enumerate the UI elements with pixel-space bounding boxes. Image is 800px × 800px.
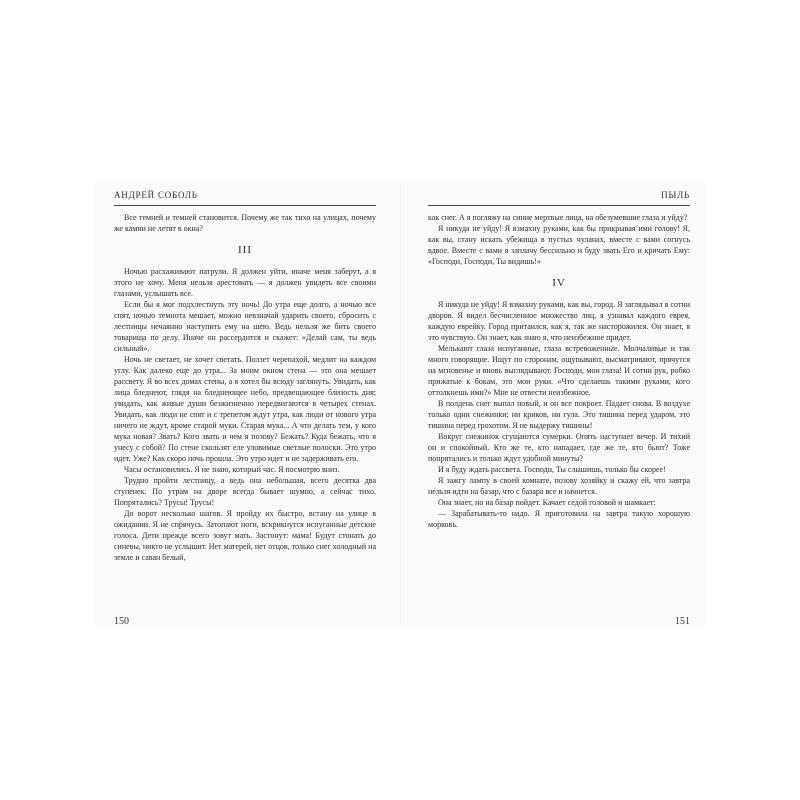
paragraph: Если бы я мог подхлестнуть эту ночь! До утра еще долго, а ночью все спят, ночью темнота мешает, можно невзначай ударить своего, сбросить с лестницы нечаянно наступить ему на шею. Ведь нельзя же бить своего товарища по делу. Иначе он рассердится и скажет: «Делай сам, ты ведь сильный». <box>114 300 376 353</box>
paragraph: Все темней и темней становится. Почему же так тихо на улицах, почему же камни не летят в окна? <box>114 213 376 233</box>
paragraph: Ночь не светает, не хочет светать. Ползет черепахой, медлит на каждом углу. Как далеко еще до утра... За моим окном стена — это она мешает рассвету. Я во всех домах стены, а я хотел бы всюду заглянуть. Увидать, как лица бледнеют, глядя на бледнеющее небо, предвещающее близость дня; увидать, как живые души безжизненно передвигаются в четырех стенах. Увидать, как люди не спят и с трепетом ждут утра, как люди от нового утра ничего не ждут, кроме старой муки. Старая мука... А что делать тем, у кого мука новая? Звать? Кого звать и чем я позову? Бежать? Куда бежать, что я унесу с собой? По стене скользят еле уловимые светлые полоски. Это утро идет. Уже? Как скоро ночь прошла. Это утро идет и не задерживать его. <box>114 355 376 463</box>
page-body <box>428 212 690 530</box>
paragraph: Я никуда не уйду! Я взмахну руками, как бы прикрывая ими голову! Я, как вы, стану искать убежища в пустых чуланах, вместе с вами согнусь вдвое. Вместе с вами я заплачу бессильно и буду звать Его и кричать Ему: «Господи, Господи, Ты видишь!» <box>428 224 690 266</box>
header-rule <box>428 205 690 206</box>
paragraph: — Зарабатывать-то надо. Я приготовила на завтра такую хорошую морковь. <box>428 509 690 529</box>
paragraph: Ночью расхаживают патрули. Я должен уйти, иначе меня заберут, а я этого не хочу. Меня нельзя арестовать — я должен увидеть все своими глазами, услышать все. <box>114 267 376 298</box>
header-rule <box>114 205 376 206</box>
page-body <box>114 212 376 563</box>
chapter-heading: IV <box>552 277 566 289</box>
paragraph: Она знает, но на базар пойдет. Качает седой головой и шамкает: <box>438 498 656 507</box>
running-head <box>428 190 690 204</box>
paragraph: Часы остановились. Я не знаю, который час. Я посмотрю вниз. <box>124 465 340 474</box>
running-head-author: АНДРЕЙ СОБОЛЬ <box>114 190 198 200</box>
chapter-heading: III <box>238 244 252 256</box>
paragraph: И я буду ждать рассвета. Господи, Ты слышишь, только бы скорее! <box>438 465 666 474</box>
page-number: 150 <box>114 616 129 627</box>
paragraph: Мелькают глаза испуганные, глаза встревоженные. Молчаливые и так много говорящие. Ищут по сторонам, ощупывают, высматривают, прячутся на мгновенье и вновь выглядывают. Господи, мои глаза! И сотни рук, робко прижатые к бокам, это мои руки. «Что сделаешь такими руками, кого оттолкнешь ими?» Мне не отвести неизбежное. <box>428 344 690 397</box>
paragraph: Я зажгу лампу в своей комнате, позову хозяйку и скажу ей, что завтра нельзя идти на базар, что с базара все и начнется. <box>428 476 690 496</box>
paragraph: Трудно пройти лестницу, а ведь она небольшая, всего десятка два ступенек. По утрам на дворе всегда бывает шумно, а сейчас тихо. Попрятались? Трусы! Трусы! <box>114 476 376 507</box>
paragraph: В полдень снег выпал новый, и он все покроет. Падает снова. В воздухе только одни снежинки; ни криков, ни гула. Это тишина перед ударом, это тишина перед грохотом. Я не выдержу тишины! <box>428 399 690 430</box>
page-number: 151 <box>675 616 690 627</box>
paragraph: как снег. А я погляжу на синие мертвые лица, на обезумевшие глаза и уйду? <box>428 213 688 222</box>
paragraph: Я никуда не уйду! Я взмахну руками, как вы, город. Я заглядывал в сотни дворов. Я видел бесчисленное множество лиц, я узнавал каждого еврея, каждую еврейку. Город притаился, как я, так же насторожился. Он знает, я это чувствую. Он знает, как знаю я, что неизбежное придет. <box>428 300 690 342</box>
paragraph: До ворот несколько шагов. Я пройду их быстро, встану на улице в ожидании. Я не спрячусь. Затопают ноги, вскрикнутся испуганные детские голоса. Дети прежде всего зовут мать. Застонут: мама! Будут стонать до синевы, никто не услышит. Нет матерей, нет отцов, только снег холодный на земле и саван белый, <box>114 509 376 562</box>
running-head <box>114 190 376 204</box>
running-head-title: ПЫЛЬ <box>661 190 690 200</box>
book-gutter <box>400 184 402 624</box>
paragraph: Вокруг снежинок сгущаются сумерки. Опять наступает вечер. И тихий он и спокойный. Кто же те, кто нападает, где же те, кто бьют? Тоже попрятались и только ждут удобной минуты? <box>428 432 690 463</box>
